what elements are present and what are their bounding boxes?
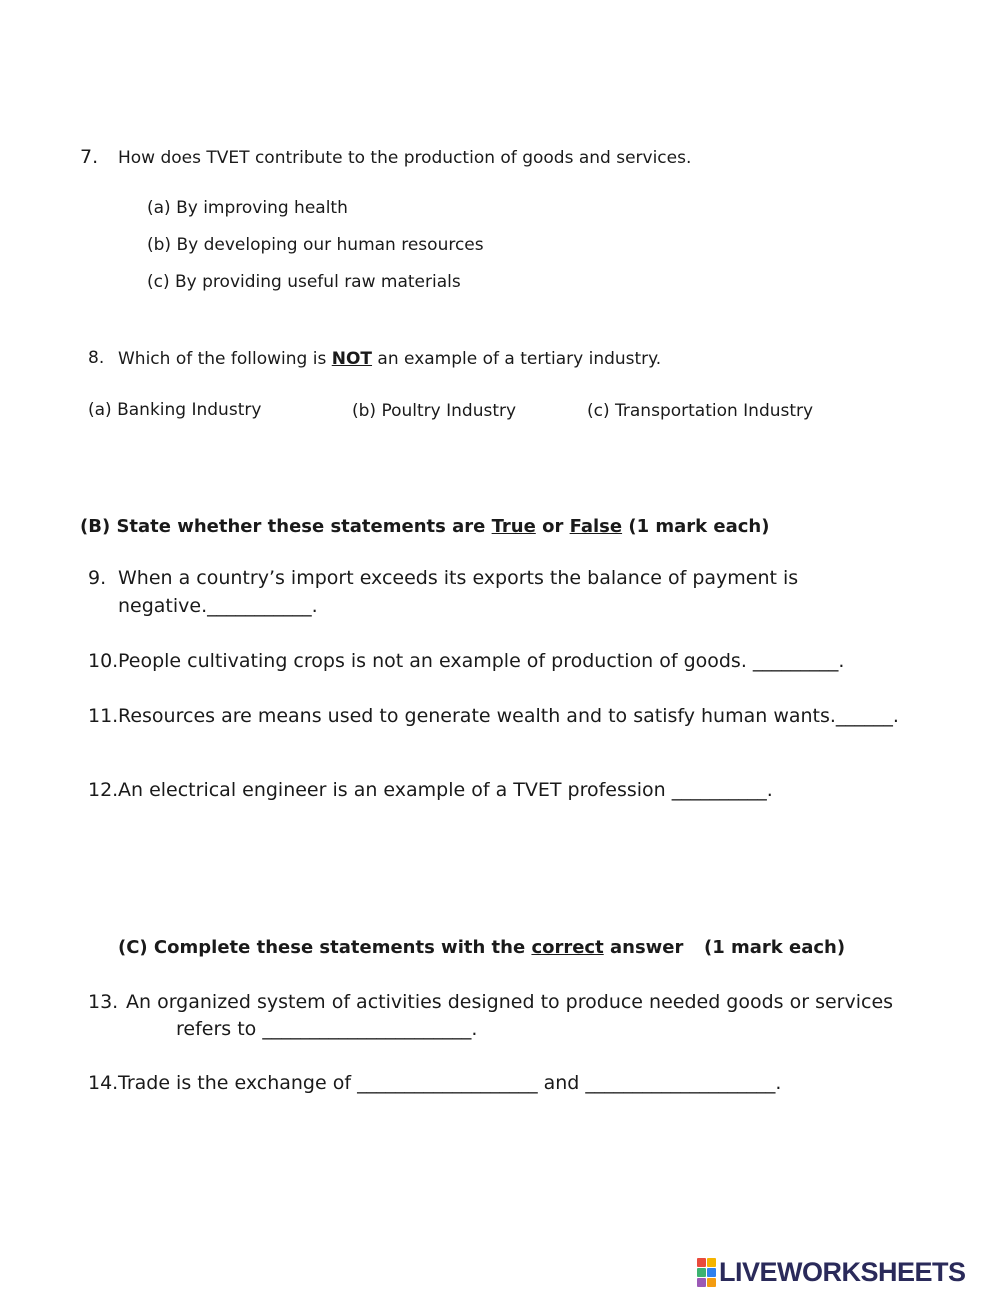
logo-block	[697, 1278, 706, 1287]
section-b-text-2: or	[535, 516, 570, 537]
q8-text-pre: Which of the following is	[118, 349, 332, 369]
q8-number: 8.	[88, 348, 105, 368]
q9-line-1: When a country’s import exceeds its exports the balance of payment is	[118, 567, 799, 589]
logo-block	[697, 1268, 706, 1277]
logo-block	[707, 1278, 716, 1287]
q7-option-c[interactable]: (c) By providing useful raw materials	[147, 272, 461, 292]
section-b-heading	[80, 516, 769, 537]
q7-option-b[interactable]: (b) By developing our human resources	[147, 235, 484, 255]
q14-number: 14.	[88, 1072, 119, 1094]
section-b-text-1: (B) State whether these statements are	[80, 516, 492, 537]
q12-number: 12.	[88, 779, 119, 801]
logo-block	[697, 1258, 706, 1267]
q13-line-1: An organized system of activities designed to produce needed goods or services	[126, 991, 894, 1013]
q10-number: 10.	[88, 650, 119, 672]
section-c-heading	[118, 937, 683, 958]
q9-line-2[interactable]: negative.___________.	[118, 595, 318, 617]
section-c-correct: correct	[531, 937, 604, 958]
q8-option-b[interactable]: (b) Poultry Industry	[352, 401, 517, 421]
q11-number: 11.	[88, 705, 119, 727]
section-c-text-1: (C) Complete these statements with the	[118, 937, 532, 958]
q13-number: 13.	[88, 991, 119, 1013]
q8-text-post: an example of a tertiary industry.	[372, 349, 662, 369]
section-c-marks: (1 mark each)	[704, 937, 846, 958]
q10-statement[interactable]: People cultivating crops is not an example of production of goods. _________.	[118, 650, 845, 672]
section-c-text-2: answer	[603, 937, 684, 958]
q14-statement[interactable]: Trade is the exchange of ___________________ and ____________________.	[118, 1072, 782, 1094]
q7-number: 7.	[80, 146, 99, 168]
logo-block	[707, 1268, 716, 1277]
q8-emphasis-not: NOT	[331, 349, 373, 369]
q11-statement[interactable]: Resources are means used to generate wealth and to satisfy human wants.______.	[118, 705, 899, 727]
q8-option-a[interactable]: (a) Banking Industry	[88, 400, 262, 420]
q7-question: How does TVET contribute to the production of goods and services.	[118, 148, 692, 168]
q8-question	[118, 349, 661, 369]
section-b-marks: (1 mark each)	[622, 516, 770, 537]
section-b-false: False	[569, 516, 623, 537]
q7-option-a[interactable]: (a) By improving health	[147, 198, 348, 218]
q9-number: 9.	[88, 567, 107, 589]
q12-statement[interactable]: An electrical engineer is an example of a TVET profession __________.	[118, 779, 773, 801]
liveworksheets-logo	[697, 1256, 966, 1288]
q13-line-2[interactable]: refers to ______________________.	[176, 1018, 478, 1040]
logo-blocks-icon	[697, 1258, 716, 1287]
q8-option-c[interactable]: (c) Transportation Industry	[587, 401, 814, 421]
section-b-true: True	[491, 516, 536, 537]
logo-text: LIVEWORKSHEETS	[719, 1256, 966, 1287]
logo-block	[707, 1258, 716, 1267]
